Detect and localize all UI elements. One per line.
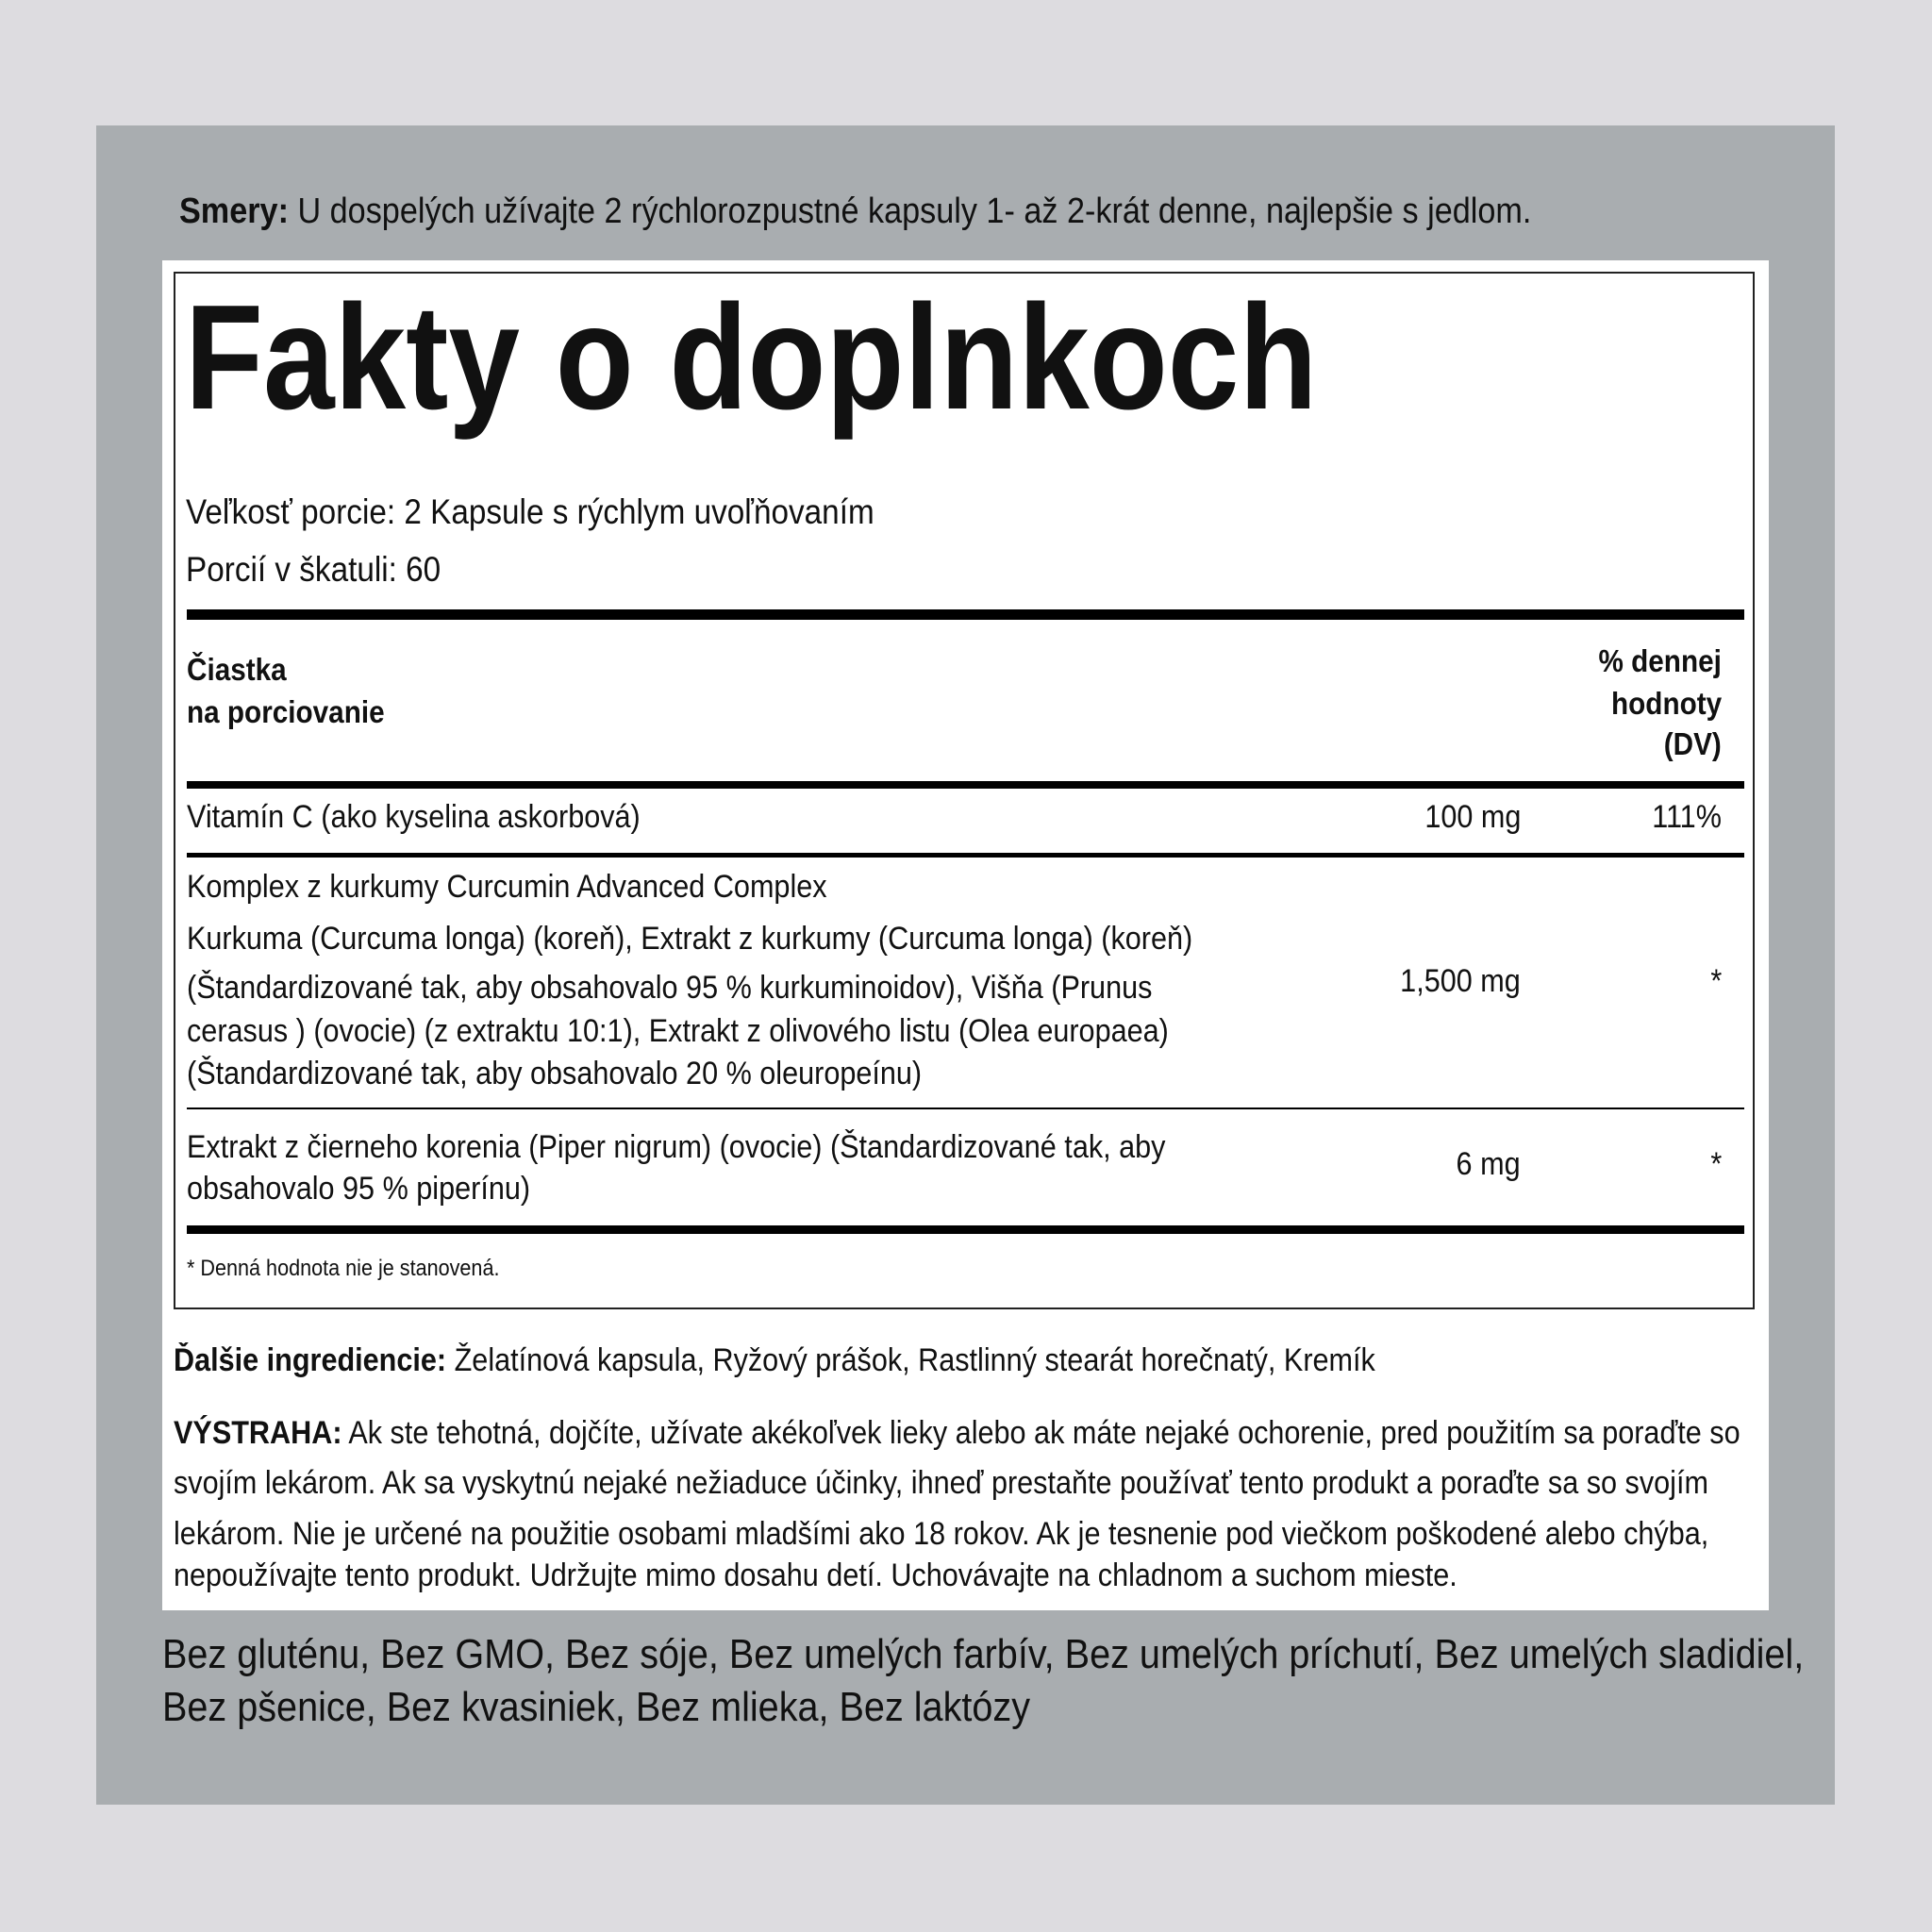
warning-text: Ak ste tehotná, dojčíte, užívate akékoľvek lieky alebo ak máte nejaké ochorenie, pred použitím sa poraďte so [341,1415,1740,1451]
nutrient-detail: (Štandardizované tak, aby obsahovalo 95 % kurkuminoidov), Višňa (Prunus [187,970,1153,1006]
warning-line: lekárom. Nie je určené na použitie osobami mladšími ako 18 rokov. Ak je tesnenie pod viečkom poškodené alebo chýba, [174,1516,1709,1552]
nutrient-detail: (Štandardizované tak, aby obsahovalo 20 % oleuropeínu) [187,1056,923,1091]
other-ingredients [174,1344,1375,1376]
nutrient-amount: 6 mg [1456,1146,1521,1182]
footnote: * Denná hodnota nie je stanovená. [187,1256,500,1281]
warning-line: nepoužívajte tento produkt. Udržujte mimo dosahu detí. Uchovávajte na chladnom a suchom mieste. [174,1557,1457,1593]
header-amount-1: Čiastka [187,652,287,687]
directions [179,193,1531,229]
divider-medium [187,853,1744,858]
nutrient-name: Komplex z kurkumy Curcumin Advanced Complex [187,869,827,905]
nutrient-amount: 1,500 mg [1400,963,1521,999]
warning-line [174,1417,1740,1449]
servings-per-container: Porcií v škatuli: 60 [186,550,441,589]
other-ingredients-label: Ďalšie ingrediencie: [174,1342,447,1378]
warning-line: svojím lekárom. Ak sa vyskytnú nejaké nežiaduce účinky, ihneď prestaňte používať tento produkt a poraďte sa so svojím [174,1465,1708,1501]
serving-size: Veľkosť porcie: 2 Kapsule s rýchlym uvoľňovaním [186,492,874,531]
divider-thick [187,1225,1744,1234]
divider-thick [187,781,1744,789]
nutrient-name: Extrakt z čierneho korenia (Piper nigrum) (ovocie) (Štandardizované tak, aby [187,1129,1166,1165]
nutrient-dv: 111% [1652,799,1722,835]
nutrient-detail: cerasus ) (ovocie) (z extraktu 10:1), Extrakt z olivového listu (Olea europaea) [187,1013,1169,1049]
free-from-line: Bez gluténu, Bez GMO, Bez sóje, Bez umelých farbív, Bez umelých príchutí, Bez umelých sladidiel, [162,1631,1805,1677]
other-ingredients-text: Želatínová kapsula, Ryžový prášok, Rastlinný stearát horečnatý, Kremík [446,1342,1375,1378]
facts-title: Fakty o doplnkoch [185,275,1318,441]
nutrient-dv: * [1710,1146,1722,1182]
header-amount-2: na porciovanie [187,694,385,729]
nutrient-detail: obsahovalo 95 % piperínu) [187,1171,531,1207]
header-dv-1: % dennej [1598,643,1722,678]
nutrient-amount: 100 mg [1424,799,1521,835]
nutrient-name: Vitamín C (ako kyselina askorbová) [187,799,641,835]
divider-thick [187,609,1744,620]
nutrient-detail: Kurkuma (Curcuma longa) (koreň), Extrakt z kurkumy (Curcuma longa) (koreň) [187,921,1193,957]
nutrient-dv: * [1710,963,1722,999]
header-dv-3: (DV) [1663,726,1722,761]
free-from-line: Bez pšenice, Bez kvasiniek, Bez mlieka, Bez laktózy [162,1684,1031,1730]
warning-label: VÝSTRAHA: [174,1415,342,1451]
directions-label: Smery: [179,192,289,231]
directions-text: U dospelých užívajte 2 rýchlorozpustné kapsuly 1- až 2-krát denne, najlepšie s jedlom. [288,192,1532,231]
header-dv-2: hodnoty [1610,686,1722,721]
divider-thin [187,1108,1744,1109]
